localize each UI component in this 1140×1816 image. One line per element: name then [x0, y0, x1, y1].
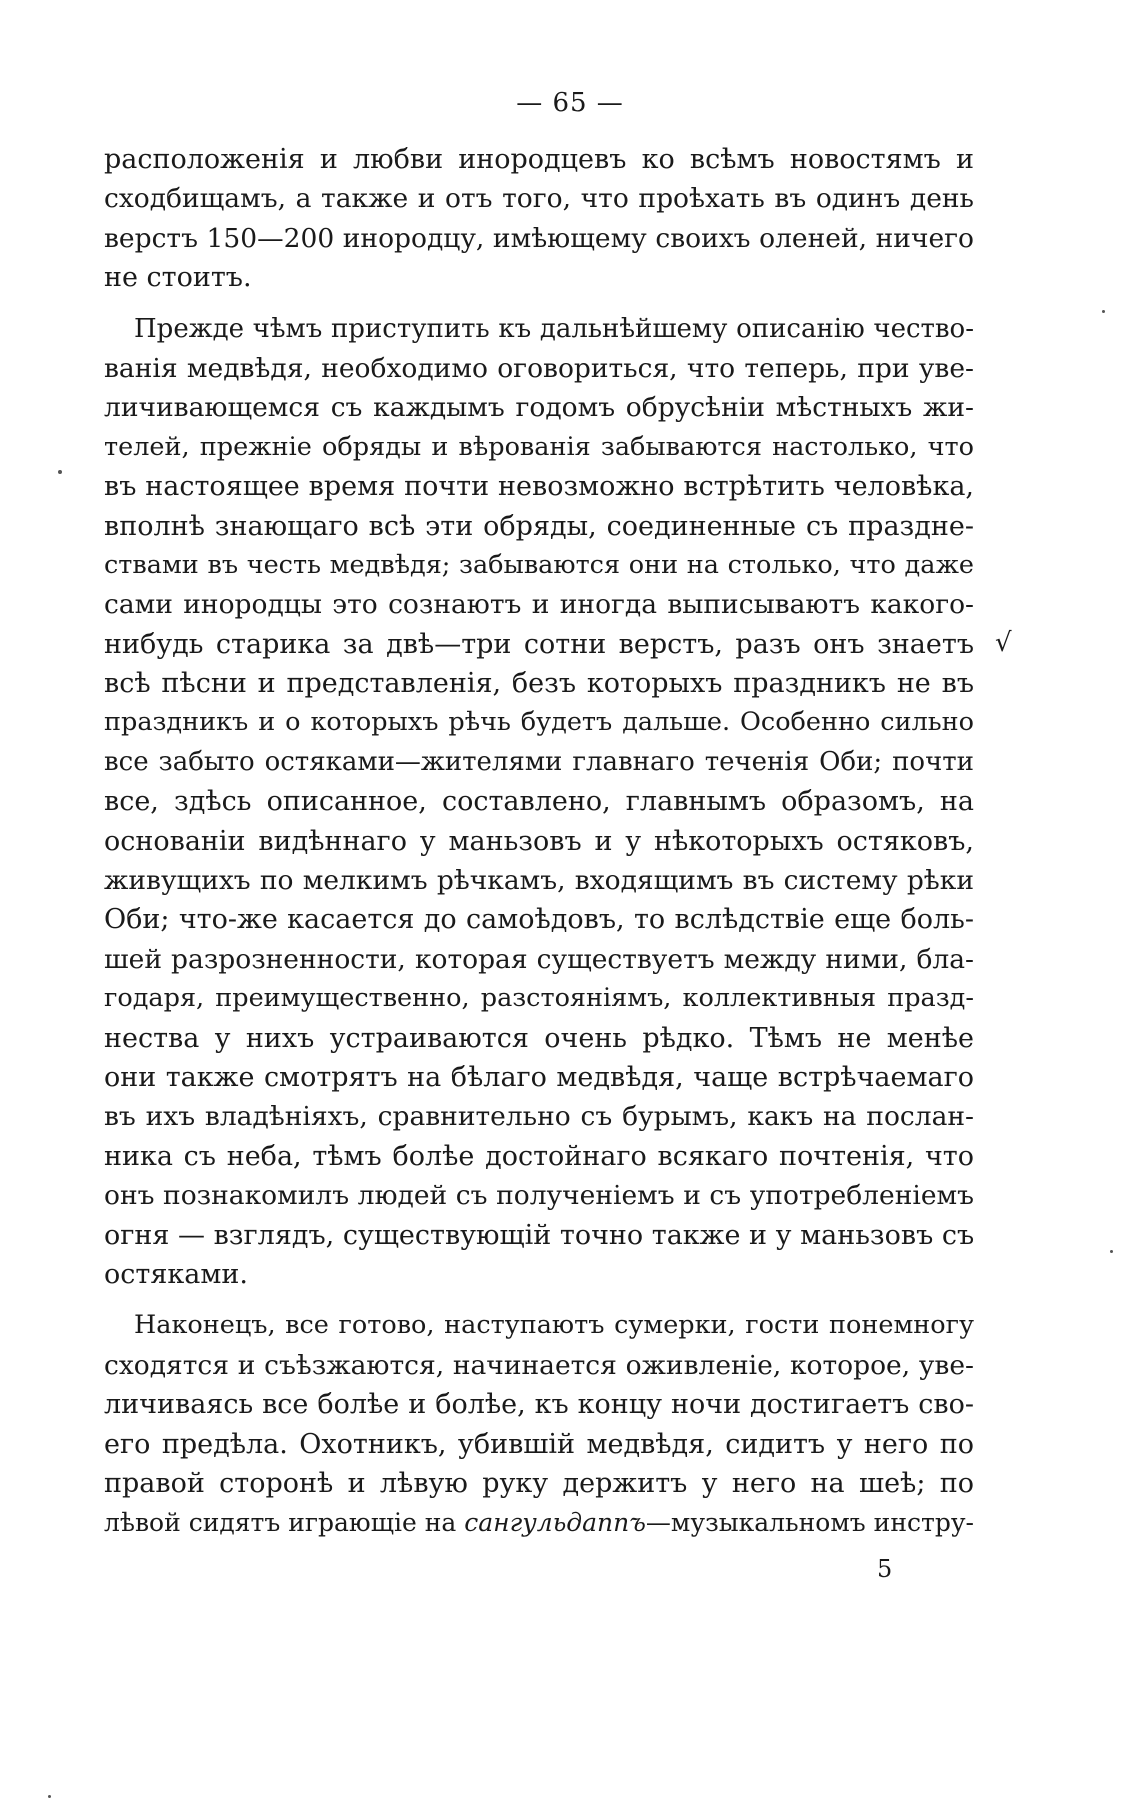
text-line: онъ познакомилъ людей съ полученіемъ и съ употребленіемъ	[104, 1180, 974, 1212]
line-end: —музыкальномъ инстру-	[645, 1508, 974, 1538]
text-line: все забыто остяками—жителями главнаго теченія Оби; почти	[104, 746, 974, 777]
text-line: остяками.	[104, 1258, 248, 1290]
text-line: его предѣла. Охотникъ, убившій медвѣдя, сидитъ у него по	[104, 1428, 974, 1460]
signature-mark: 5	[877, 1555, 893, 1583]
print-speck	[1110, 1250, 1113, 1253]
text-line: праздникъ и о которыхъ рѣчь будетъ дальше. Особенно сильно	[104, 707, 974, 738]
text-line: расположенія и любви инородцевъ ко всѣмъ новостямъ и	[104, 144, 974, 175]
text-line: все, здѣсь описанное, составлено, главнымъ образомъ, на	[104, 786, 974, 818]
text-line: вполнѣ знающаго всѣ эти обряды, соединенные съ праздне-	[104, 510, 974, 542]
text-line-with-term	[104, 1503, 974, 1542]
text-line: ванія медвѣдя, необходимо оговориться, что теперь, при уве-	[104, 352, 974, 384]
text-line: сходбищамъ, а также и отъ того, что проѣхать въ одинъ день	[104, 183, 974, 215]
text-line: телей, прежніе обряды и вѣрованія забываются настолько, что	[104, 431, 974, 462]
instrument-term: сангульдаппъ	[464, 1508, 646, 1538]
text-line: нибудь старика за двѣ—три сотни верстъ, разъ онъ знаетъ	[104, 628, 974, 660]
text-line: Наконецъ, все готово, наступаютъ сумерки, гости понемногу	[134, 1310, 974, 1341]
text-line: ствами въ честь медвѣдя; забываются они на столько, что даже	[104, 549, 974, 580]
margin-check-mark: √	[995, 628, 1012, 658]
text-line: годаря, преимущественно, разстояніямъ, коллективныя празд-	[104, 983, 974, 1014]
text-line: личивающемся съ каждымъ годомъ обрусѣніи мѣстныхъ жи-	[104, 392, 974, 424]
text-line: они также смотрятъ на бѣлаго медвѣдя, чаще встрѣчаемаго	[104, 1061, 974, 1093]
print-speck	[58, 470, 62, 474]
line-start: лѣвой сидятъ играющіе на	[104, 1508, 465, 1538]
text-line: Прежде чѣмъ приступить къ дальнѣйшему описанію чество-	[134, 313, 974, 344]
text-line: въ ихъ владѣніяхъ, сравнительно съ бурымъ, какъ на послан-	[104, 1101, 974, 1133]
text-line: сами инородцы это сознаютъ и иногда выписываютъ какого-	[104, 589, 974, 621]
text-line: всѣ пѣсни и представленія, безъ которыхъ праздникъ не въ	[104, 668, 974, 700]
print-speck	[1102, 310, 1105, 313]
text-line: въ настоящее время почти невозможно встрѣтить человѣка,	[104, 471, 974, 503]
text-line: правой сторонѣ и лѣвую руку держитъ у него на шеѣ; по	[104, 1467, 974, 1499]
text-line: основаніи видѣннаго у маньзовъ и у нѣкоторыхъ остяковъ,	[104, 825, 974, 857]
paragraph-1	[104, 140, 974, 298]
text-line: живущихъ по мелкимъ рѣчкамъ, входящимъ въ систему рѣки	[104, 865, 974, 897]
text-line: огня — взглядъ, существующій точно также и у маньзовъ съ	[104, 1219, 975, 1251]
text-line: шей разрозненности, которая существуетъ между ними, бла-	[104, 943, 974, 975]
body-text	[104, 140, 974, 1543]
paragraph-2	[104, 310, 974, 1295]
text-line: не стоитъ.	[104, 262, 252, 294]
text-line: личиваясь все болѣе и болѣе, къ концу ночи достигаетъ сво-	[104, 1389, 974, 1421]
text-line: сходятся и съѣзжаются, начинается оживленіе, которое, уве-	[104, 1349, 974, 1381]
paragraph-3	[104, 1306, 974, 1542]
text-line: ника съ неба, тѣмъ болѣе достойнаго всякаго почтенія, что	[104, 1140, 974, 1172]
text-line: верстъ 150—200 инородцу, имѣющему своихъ оленей, ничего	[104, 222, 974, 254]
page-number: — 65 —	[516, 88, 624, 118]
print-speck	[48, 1795, 51, 1798]
text-line: нества у нихъ устраиваются очень рѣдко. Тѣмъ не менѣе	[104, 1022, 974, 1054]
text-line: Оби; что-же касается до самоѣдовъ, то вслѣдствіе еще боль-	[104, 904, 974, 936]
